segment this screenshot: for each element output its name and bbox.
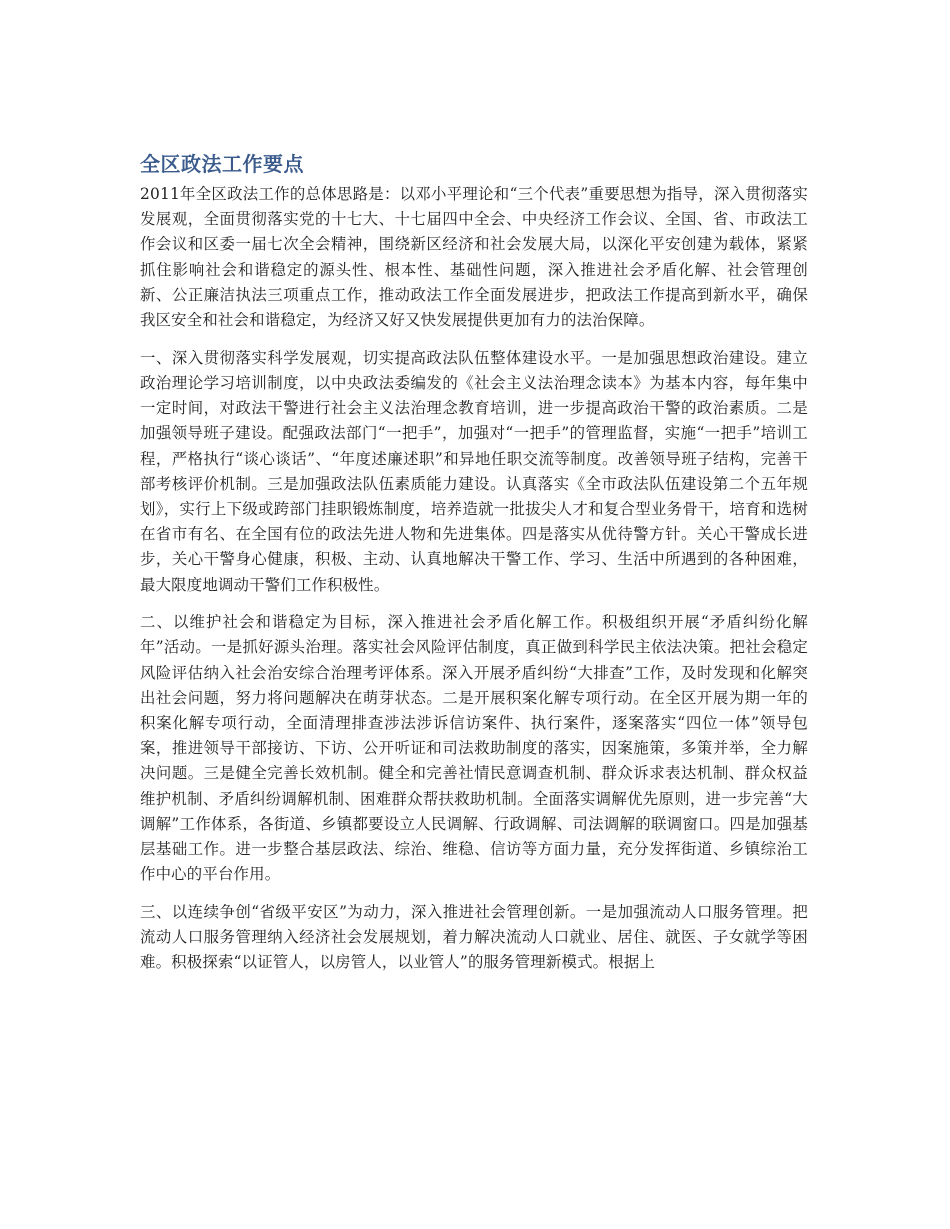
paragraph-section-1: 一、深入贯彻落实科学发展观，切实提高政法队伍整体建设水平。一是加强思想政治建设。建立政治理论学习培训制度，以中央政法委编发的《社会主义法治理念读本》为基本内容，每年集中一定时间，对政法干警进行社会主义法治理念教育培训，进一步提高政治干警的政治素质。二是加强领导班子建设。配强政法部门“一把手”，加强对“一把手”的管理监督，实施“一把手”培训工程，严格执行“谈心谈话”、“年度述廉述职”和异地任职交流等制度。改善领导班子结构，完善干部考核评价机制。三是加强政法队伍素质能力建设。认真落实《全市政法队伍建设第二个五年规划》，实行上下级或跨部门挂职锻炼制度，培养造就一批拔尖人才和复合型业务骨干，培育和选树在省市有名、在全国有位的政法先进人物和先进集体。四是落实从优待警方针。关心干警成长进步，关心干警身心健康，积极、主动、认真地解决干警工作、学习、生活中所遇到的各种困难，最大限度地调动干警们工作积极性。	[140, 348, 808, 594]
paragraph-intro: 2011年全区政法工作的总体思路是：以邓小平理论和“三个代表”重要思想为指导，深入贯彻落实发展观，全面贯彻落实党的十七大、十七届四中全会、中央经济工作会议、全国、省、市政法工作会议和区委一届七次全会精神，围绕新区经济和社会发展大局，以深化平安创建为载体，紧紧抓住影响社会和谐稳定的源头性、根本性、基础性问题，深入推进社会矛盾化解、社会管理创新、公正廉洁执法三项重点工作，推动政法工作全面发展进步，把政法工作提高到新水平，确保我区安全和社会和谐稳定，为经济又好又快发展提供更加有力的法治保障。	[140, 185, 808, 330]
paragraph-section-2: 二、以维护社会和谐稳定为目标，深入推进社会矛盾化解工作。积极组织开展“矛盾纠纷化解年”活动。一是抓好源头治理。落实社会风险评估制度，真正做到科学民主依法决策。把社会稳定风险评估纳入社会治安综合治理考评体系。深入开展矛盾纠纷“大排查”工作，及时发现和化解突出社会问题，努力将问题解决在萌芽状态。二是开展积案化解专项行动。在全区开展为期一年的积案化解专项行动，全面清理排查涉法涉诉信访案件、执行案件，逐案落实“四位一体”领导包案，推进领导干部接访、下访、公开听证和司法救助制度的落实，因案施策，多策并举，全力解决问题。三是健全完善长效机制。健全和完善社情民意调查机制、群众诉求表达机制、群众权益维护机制、矛盾纠纷调解机制、困难群众帮扶救助机制。全面落实调解优先原则，进一步完善“大调解”工作体系，各街道、乡镇都要设立人民调解、行政调解、司法调解的联调窗口。四是加强基层基础工作。进一步整合基层政法、综治、维稳、信访等方面力量，充分发挥街道、乡镇综治工作中心的平台作用。	[140, 613, 808, 884]
document-body	[140, 146, 808, 988]
document-title: 全区政法工作要点	[140, 152, 304, 176]
paragraph-section-3: 三、以连续争创“省级平安区”为动力，深入推进社会管理创新。一是加强流动人口服务管理。把流动人口服务管理纳入经济社会发展规划，着力解决流动人口就业、居住、就医、子女就学等困难。积极探索“以证管人，以房管人，以业管人”的服务管理新模式。根据上	[140, 902, 808, 972]
